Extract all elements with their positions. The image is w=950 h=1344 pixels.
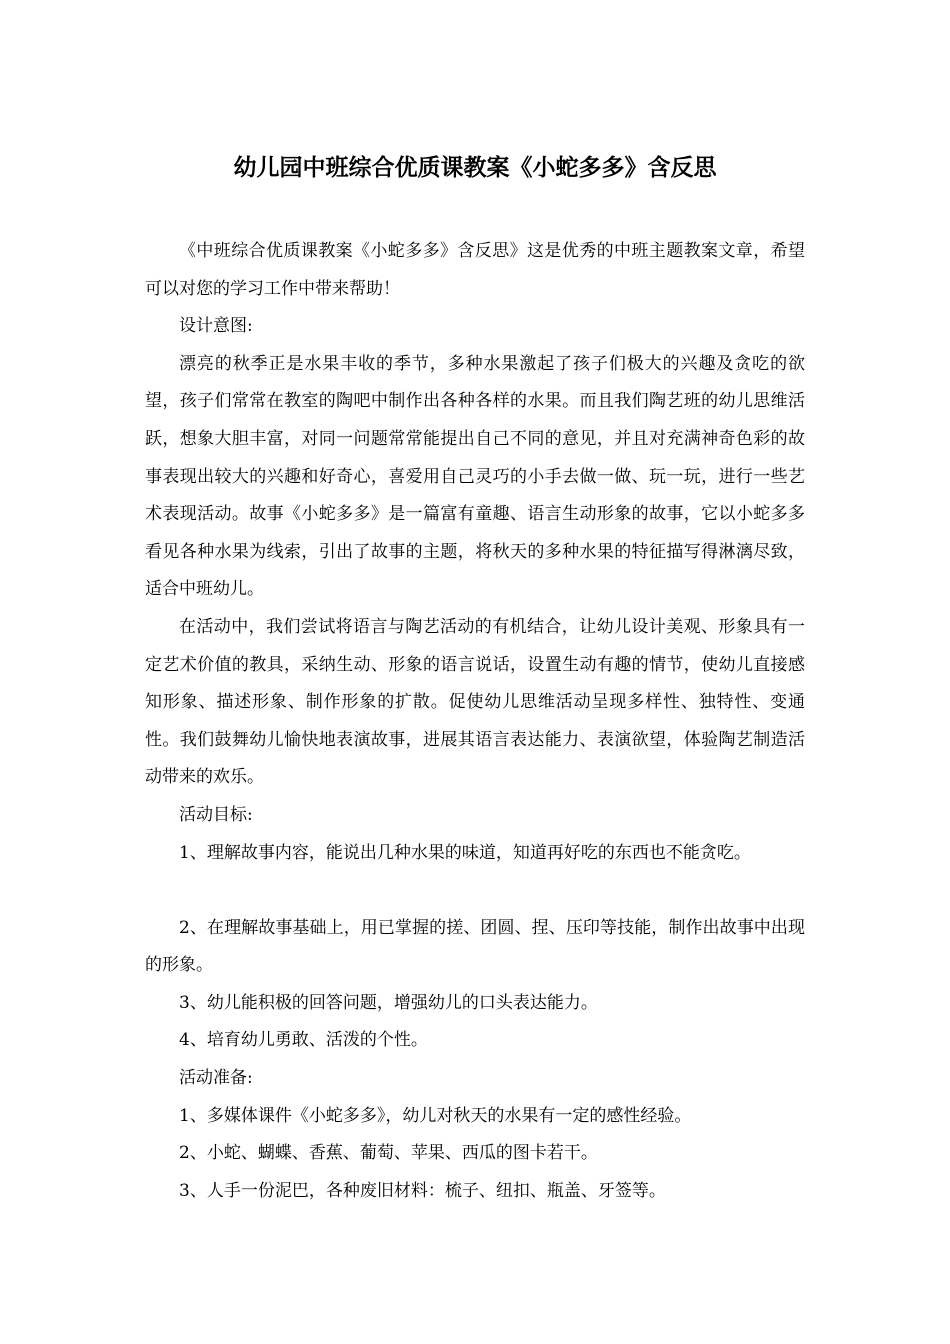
goal-item-2: 2、在理解故事基础上，用已掌握的搓、团圆、捏、压印等技能，制作出故事中出现的形象。	[145, 917, 805, 976]
design-intent-paragraph-1: 漂亮的秋季正是水果丰收的季节，多种水果激起了孩子们极大的兴趣及贪吃的欲望，孩子们常常在教室的陶吧中制作出各种各样的水果。而且我们陶艺班的幼儿思维活跃，想象大胆丰富，对同一问题常常能提出自己不同的意见，并且对充满神奇色彩的故事表现出较大的兴趣和好奇心，喜爱用自己灵巧的小手去做一做、玩一玩，进行一些艺术表现活动。故事《小蛇多多》是一篇富有童趣、语言生动形象的故事，它以小蛇多多看见各种水果为线索，引出了故事的主题，将秋天的多种水果的特征描写得淋漓尽致，适合中班幼儿。	[145, 353, 805, 600]
section-heading-activity-goals: 活动目标:	[179, 804, 253, 825]
goal-item-1: 1、理解故事内容，能说出几种水果的味道，知道再好吃的东西也不能贪吃。	[179, 842, 751, 863]
document-title: 幼儿园中班综合优质课教案《小蛇多多》含反思	[233, 155, 717, 181]
goal-item-3: 3、幼儿能积极的回答问题，增强幼儿的口头表达能力。	[179, 992, 598, 1013]
prep-item-1: 1、多媒体课件《小蛇多多》，幼儿对秋天的水果有一定的感性经验。	[179, 1105, 692, 1126]
goal-item-4: 4、培育幼儿勇敢、活泼的个性。	[179, 1030, 428, 1051]
document-body	[145, 233, 805, 1210]
prep-item-2: 2、小蛇、蝴蝶、香蕉、葡萄、苹果、西瓜的图卡若干。	[179, 1143, 598, 1164]
intro-paragraph: 《中班综合优质课教案《小蛇多多》含反思》这是优秀的中班主题教案文章，希望可以对您的学习工作中带来帮助！	[145, 241, 805, 299]
section-heading-activity-prep: 活动准备:	[179, 1068, 253, 1089]
design-intent-paragraph-2: 在活动中，我们尝试将语言与陶艺活动的有机结合，让幼儿设计美观、形象具有一定艺术价值的教具，采纳生动、形象的语言说话，设置生动有趣的情节，使幼儿直接感知形象、描述形象、制作形象的扩散。促使幼儿思维活动呈现多样性、独特性、变通性。我们鼓舞幼儿愉快地表演故事，进展其语言表达能力、表演欲望，体验陶艺制造活动带来的欢乐。	[145, 616, 805, 788]
prep-item-3: 3、人手一份泥巴，各种废旧材料：梳子、纽扣、瓶盖、牙签等。	[179, 1180, 666, 1201]
section-heading-design-intent: 设计意图:	[179, 316, 253, 337]
